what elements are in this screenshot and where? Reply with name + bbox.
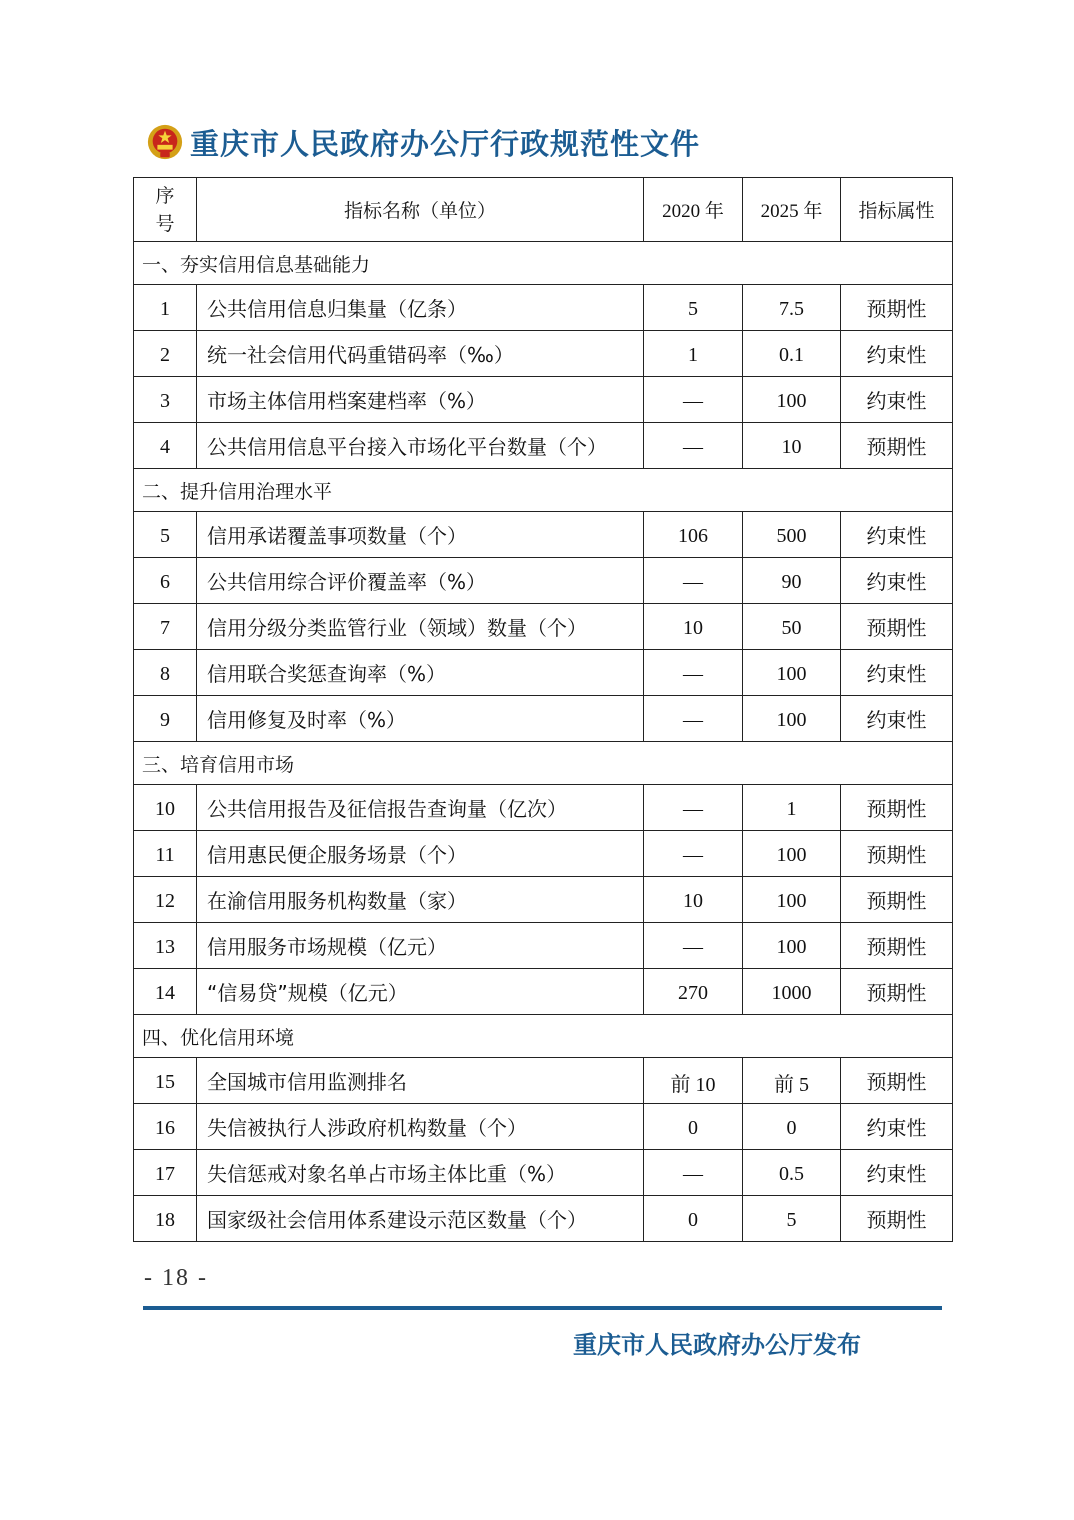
- cell-2020: —: [644, 423, 743, 469]
- cell-name: 公共信用综合评价覆盖率（%）: [197, 558, 644, 604]
- table-row: [134, 877, 953, 923]
- table-row: [134, 785, 953, 831]
- cell-2025: 50: [743, 604, 841, 650]
- cell-2025: 10: [743, 423, 841, 469]
- cell-attr: 约束性: [841, 1150, 953, 1196]
- indicator-table: [133, 177, 953, 1242]
- cell-name: 公共信用信息平台接入市场化平台数量（个）: [197, 423, 644, 469]
- cell-name: 信用承诺覆盖事项数量（个）: [197, 512, 644, 558]
- cell-2020: 270: [644, 969, 743, 1015]
- cell-no: 9: [134, 696, 197, 742]
- cell-attr: 约束性: [841, 377, 953, 423]
- cell-2020: —: [644, 1150, 743, 1196]
- cell-2025: 100: [743, 877, 841, 923]
- cell-attr: 约束性: [841, 1104, 953, 1150]
- table-row: [134, 331, 953, 377]
- table-body: [134, 242, 953, 1242]
- cell-no: 17: [134, 1150, 197, 1196]
- header-attr: 指标属性: [841, 178, 953, 242]
- section-row: [134, 742, 953, 785]
- cell-2020: 5: [644, 285, 743, 331]
- cell-2025: 0.1: [743, 331, 841, 377]
- cell-no: 5: [134, 512, 197, 558]
- section-row: [134, 469, 953, 512]
- table-row: [134, 1196, 953, 1242]
- cell-2025: 1000: [743, 969, 841, 1015]
- cell-no: 1: [134, 285, 197, 331]
- cell-2025: 0: [743, 1104, 841, 1150]
- cell-2025: 100: [743, 377, 841, 423]
- cell-2020: 10: [644, 604, 743, 650]
- section-title: 三、培育信用市场: [134, 742, 953, 785]
- cell-2025: 1: [743, 785, 841, 831]
- cell-no: 2: [134, 331, 197, 377]
- cell-attr: 预期性: [841, 877, 953, 923]
- cell-no: 18: [134, 1196, 197, 1242]
- cell-2020: —: [644, 650, 743, 696]
- table-row: [134, 1104, 953, 1150]
- cell-name: 在渝信用服务机构数量（家）: [197, 877, 644, 923]
- cell-name: 信用分级分类监管行业（领域）数量（个）: [197, 604, 644, 650]
- cell-attr: 约束性: [841, 650, 953, 696]
- cell-2020: 0: [644, 1196, 743, 1242]
- cell-2025: 前 5: [743, 1058, 841, 1104]
- cell-no: 7: [134, 604, 197, 650]
- cell-2020: 106: [644, 512, 743, 558]
- section-title: 二、提升信用治理水平: [134, 469, 953, 512]
- page-number: - 18 -: [144, 1265, 208, 1291]
- cell-name: 国家级社会信用体系建设示范区数量（个）: [197, 1196, 644, 1242]
- cell-2025: 100: [743, 650, 841, 696]
- cell-no: 3: [134, 377, 197, 423]
- cell-name: “信易贷”规模（亿元）: [197, 969, 644, 1015]
- cell-2025: 90: [743, 558, 841, 604]
- table-row: [134, 650, 953, 696]
- cell-2025: 100: [743, 696, 841, 742]
- cell-attr: 约束性: [841, 331, 953, 377]
- header-2020: 2020 年: [644, 178, 743, 242]
- cell-no: 16: [134, 1104, 197, 1150]
- table-row: [134, 558, 953, 604]
- header-title: 重庆市人民政府办公厅行政规范性文件: [190, 126, 701, 161]
- table-row: [134, 604, 953, 650]
- footer-rule: [143, 1306, 942, 1310]
- cell-2020: —: [644, 377, 743, 423]
- cell-2020: 0: [644, 1104, 743, 1150]
- cell-no: 8: [134, 650, 197, 696]
- cell-attr: 预期性: [841, 604, 953, 650]
- table-row: [134, 923, 953, 969]
- table-row: [134, 831, 953, 877]
- cell-no: 15: [134, 1058, 197, 1104]
- cell-name: 公共信用信息归集量（亿条）: [197, 285, 644, 331]
- table-row: [134, 423, 953, 469]
- cell-name: 信用联合奖惩查询率（%）: [197, 650, 644, 696]
- cell-name: 市场主体信用档案建档率（%）: [197, 377, 644, 423]
- cell-2020: —: [644, 923, 743, 969]
- table-row: [134, 1058, 953, 1104]
- section-title: 四、优化信用环境: [134, 1015, 953, 1058]
- cell-attr: 预期性: [841, 831, 953, 877]
- section-row: [134, 242, 953, 285]
- section-row: [134, 1015, 953, 1058]
- cell-2020: —: [644, 831, 743, 877]
- national-emblem-icon: [146, 123, 184, 161]
- cell-attr: 预期性: [841, 285, 953, 331]
- cell-attr: 预期性: [841, 1196, 953, 1242]
- table-row: [134, 1150, 953, 1196]
- cell-no: 11: [134, 831, 197, 877]
- cell-no: 12: [134, 877, 197, 923]
- cell-no: 13: [134, 923, 197, 969]
- cell-2025: 100: [743, 831, 841, 877]
- cell-2020: —: [644, 785, 743, 831]
- header-no: 序 号: [134, 178, 197, 242]
- table-row: [134, 969, 953, 1015]
- cell-attr: 约束性: [841, 558, 953, 604]
- document-header: [146, 120, 700, 164]
- cell-2025: 7.5: [743, 285, 841, 331]
- cell-no: 4: [134, 423, 197, 469]
- cell-2020: 前 10: [644, 1058, 743, 1104]
- cell-name: 信用惠民便企服务场景（个）: [197, 831, 644, 877]
- table-row: [134, 377, 953, 423]
- cell-2020: 1: [644, 331, 743, 377]
- header-name: 指标名称（单位）: [197, 178, 644, 242]
- section-title: 一、夯实信用信息基础能力: [134, 242, 953, 285]
- cell-2020: —: [644, 558, 743, 604]
- cell-name: 统一社会信用代码重错码率（‰）: [197, 331, 644, 377]
- table-row: [134, 512, 953, 558]
- table-row: [134, 285, 953, 331]
- publisher-text: 重庆市人民政府办公厅发布: [573, 1330, 861, 1359]
- cell-2025: 0.5: [743, 1150, 841, 1196]
- cell-attr: 约束性: [841, 512, 953, 558]
- cell-attr: 预期性: [841, 969, 953, 1015]
- cell-attr: 预期性: [841, 1058, 953, 1104]
- cell-attr: 预期性: [841, 923, 953, 969]
- cell-name: 公共信用报告及征信报告查询量（亿次）: [197, 785, 644, 831]
- cell-2025: 500: [743, 512, 841, 558]
- cell-no: 10: [134, 785, 197, 831]
- cell-name: 全国城市信用监测排名: [197, 1058, 644, 1104]
- cell-no: 14: [134, 969, 197, 1015]
- cell-2025: 5: [743, 1196, 841, 1242]
- cell-name: 信用服务市场规模（亿元）: [197, 923, 644, 969]
- cell-2025: 100: [743, 923, 841, 969]
- cell-attr: 预期性: [841, 785, 953, 831]
- table-header-row: [134, 178, 953, 242]
- cell-2020: 10: [644, 877, 743, 923]
- header-2025: 2025 年: [743, 178, 841, 242]
- cell-name: 失信惩戒对象名单占市场主体比重（%）: [197, 1150, 644, 1196]
- cell-attr: 约束性: [841, 696, 953, 742]
- cell-no: 6: [134, 558, 197, 604]
- cell-name: 失信被执行人涉政府机构数量（个）: [197, 1104, 644, 1150]
- cell-attr: 预期性: [841, 423, 953, 469]
- cell-name: 信用修复及时率（%）: [197, 696, 644, 742]
- cell-2020: —: [644, 696, 743, 742]
- table-row: [134, 696, 953, 742]
